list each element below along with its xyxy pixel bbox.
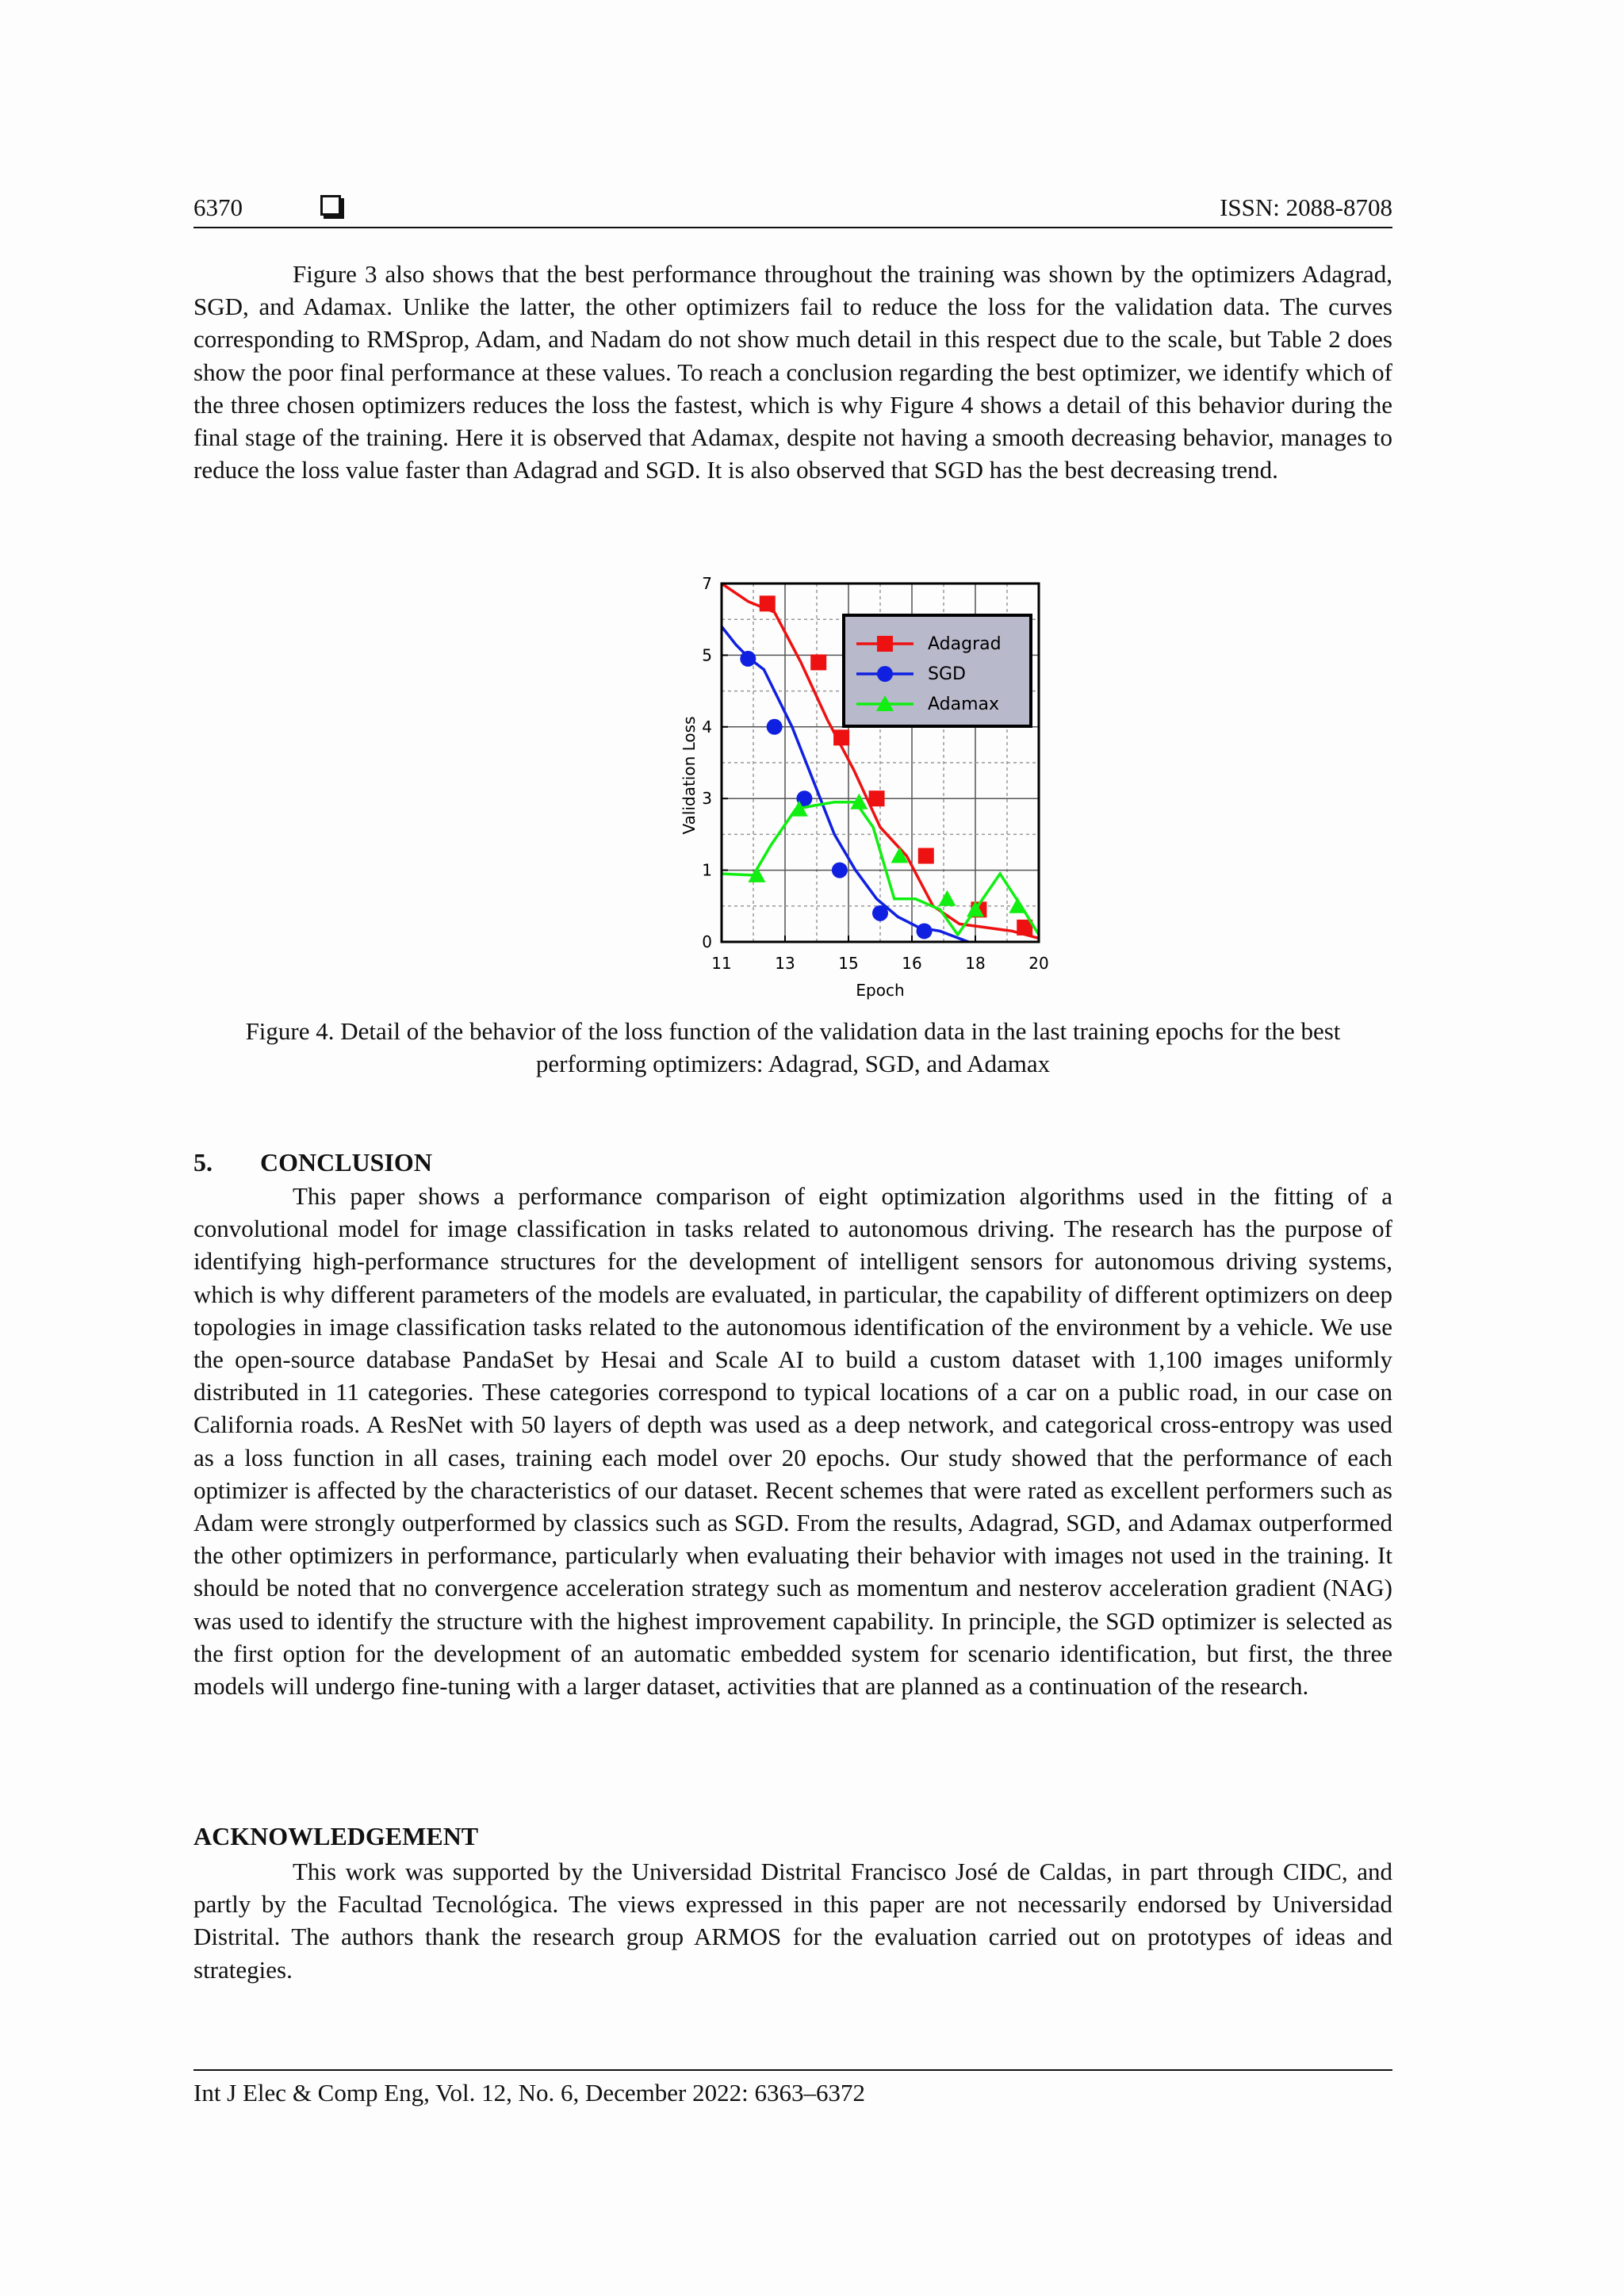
data-point-adagrad (833, 729, 849, 745)
page-header (193, 190, 1392, 228)
data-point-adagrad (810, 654, 826, 670)
data-point-sgd (767, 719, 783, 735)
legend-label-adamax: Adamax (928, 695, 1000, 714)
data-point-sgd (740, 651, 756, 667)
y-tick-label: 4 (702, 717, 712, 737)
data-point-sgd (832, 863, 848, 878)
section-heading (193, 1148, 432, 1177)
data-point-sgd (917, 923, 933, 939)
legend-marker-adagrad (877, 636, 893, 652)
y-axis-label: Validation Loss (680, 716, 699, 835)
y-tick-label: 1 (702, 860, 712, 880)
paragraph-figure3-discussion: Figure 3 also shows that the best performance throughout the training was shown by the optimizers Adagrad, SGD, and Adamax. Unlike the latter, the other optimizers fail to reduce the loss for the validation data. The curves corresponding to RMSprop, Adam, and Nadam do not show much detail in this respect due to the scale, but Table 2 does show the poor final performance at these values. To reach a conclusion regarding the best optimizer, we identify which of the three chosen optimizers reduces the loss the fastest, which is why Figure 4 shows a detail of this behavior during the final stage of the training. Here it is observed that Adamax, despite not having a smooth decreasing behavior, manages to reduce the loss value faster than Adagrad and SGD. It is also observed that SGD has the best decreasing trend. (193, 260, 1392, 484)
legend-label-sgd: SGD (928, 664, 966, 684)
section-number: 5. (193, 1148, 213, 1177)
x-tick-label: 20 (1028, 954, 1049, 973)
x-axis-label: Epoch (856, 981, 905, 1000)
page-number: 6370 (193, 193, 243, 221)
conclusion-paragraph: This paper shows a performance comparison of eight optimization algorithms used in the fitting of a convolutional model for image classification in tasks related to autonomous driving. The research has the purpose of identifying high-performance structures for the development of intelligent sensors for autonomous driving systems, which is why different parameters of the models are evaluated, in particular, the capability of different optimizers on deep topologies in image classification tasks related to the autonomous identification of the environment by a vehicle. We use the open-source database PandaSet by Hesai and Scale AI to build a custom dataset with 1,100 images uniformly distributed in 11 categories. These categories correspond to typical locations of a car on a public road, in our case on California roads. A ResNet with 50 layers of depth was used as a deep network, and categorical cross-entropy was used as a loss function in all cases, training each model over 20 epochs. Our study showed that the performance of each optimizer is affected by the characteristics of our dataset. Recent schemes that were rated as excellent performers such as Adam were strongly outperformed by classics such as SGD. From the results, Adagrad, SGD, and Adamax outperformed the other optimizers in performance, particularly when evaluating their behavior with images not used in the training. It should be noted that no convergence acceleration strategy such as momentum and nesterov acceleration gradient (NAG) was used to identify the structure with the highest improvement capability. In principle, the SGD optimizer is selected as the first option for the development of an automatic embedded system for scenario identification, but first, the three models will undergo fine-tuning with a larger dataset, activities that are planned as a continuation of the research. (193, 1182, 1392, 1701)
acknowledgement-heading: ACKNOWLEDGEMENT (193, 1822, 479, 1850)
x-tick-label: 15 (838, 954, 859, 973)
figure-caption: Figure 4. Detail of the behavior of the loss function of the validation data in the last training epochs for the best performing optimizers: Adagrad, SGD, and Adamax (245, 1017, 1341, 1077)
y-tick-label: 3 (702, 789, 712, 809)
chart-legend (844, 615, 1031, 726)
x-tick-label: 16 (902, 954, 922, 973)
y-tick-label: 7 (702, 574, 712, 593)
data-point-adamax (1009, 897, 1026, 913)
data-point-adagrad (869, 790, 885, 806)
acknowledgement-paragraph: This work was supported by the Universidad Distrital Francisco José de Caldas, in part through CIDC, and partly by the Facultad Tecnológica. The views expressed in this paper are not necessarily endorsed by Universidad Distrital. The authors thank the research group ARMOS for the evaluation carried out on prototypes of ideas and strategies. (193, 1858, 1392, 1984)
figure-4 (485, 568, 1096, 1012)
legend-marker-sgd (877, 666, 893, 682)
square-icon (320, 195, 341, 216)
page-footer: Int J Elec & Comp Eng, Vol. 12, No. 6, December 2022: 6363–6372 (193, 2069, 1392, 2107)
legend-label-adagrad: Adagrad (928, 634, 1002, 654)
data-point-adagrad (918, 848, 934, 864)
issn: ISSN: 2088-8708 (1220, 193, 1392, 221)
x-tick-label: 13 (775, 954, 795, 973)
section-title: CONCLUSION (260, 1148, 432, 1177)
data-point-sgd (872, 905, 888, 921)
x-tick-label: 18 (965, 954, 986, 973)
y-tick-label: 0 (702, 932, 712, 951)
data-point-adamax (938, 890, 956, 906)
data-point-adagrad (760, 595, 776, 611)
loss-chart (485, 568, 1096, 1012)
x-tick-label: 11 (711, 954, 732, 973)
y-tick-label: 5 (702, 645, 712, 665)
